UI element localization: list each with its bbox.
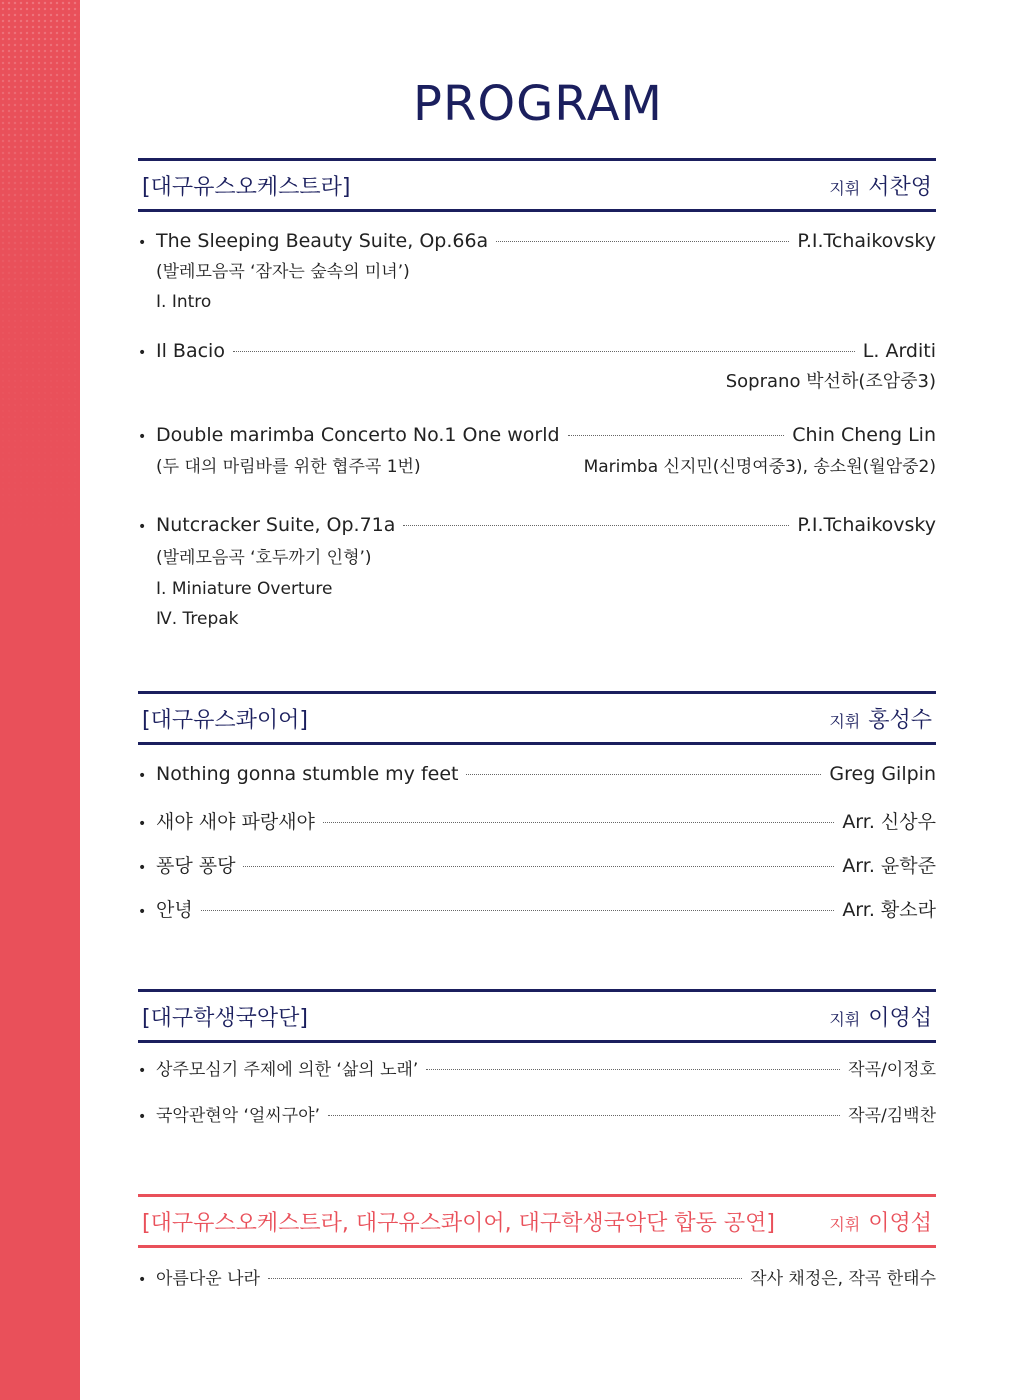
section-joint-performance	[138, 1194, 936, 1289]
bullet: •	[138, 860, 147, 876]
composer: Arr. 신상우	[842, 811, 936, 833]
program-item	[138, 1055, 936, 1083]
bullet: •	[138, 768, 147, 784]
movement: Ⅳ. Trepak	[156, 609, 239, 629]
conductor-label: 지휘	[829, 1214, 861, 1234]
section-title: [대구유스콰이어]	[142, 707, 308, 733]
conductor-label: 지휘	[829, 1009, 861, 1029]
program-item	[138, 1101, 936, 1129]
leader-dots	[233, 351, 855, 352]
bullet: •	[138, 904, 147, 920]
conductor-name: 서찬영	[868, 174, 932, 200]
leader-dots	[201, 910, 835, 911]
conductor	[829, 1001, 932, 1032]
section-title: [대구유스오케스트라, 대구유스콰이어, 대구학생국악단 합동 공연]	[142, 1210, 775, 1236]
piece-title: Nutcracker Suite, Op.71a	[156, 514, 396, 536]
side-decoration-band	[0, 0, 80, 1400]
piece-title: 새야 새야 파랑새야	[156, 811, 315, 833]
conductor	[829, 170, 932, 201]
bullet: •	[138, 519, 147, 535]
piece-subtitle: (발레모음곡 ‘잠자는 숲속의 미녀’)	[156, 262, 410, 282]
program-item-il-bacio	[138, 340, 936, 396]
conductor-label: 지휘	[829, 711, 861, 731]
composer: L. Arditi	[862, 340, 936, 362]
program-item	[138, 807, 936, 835]
conductor-name: 이영섭	[868, 1005, 932, 1031]
section-header	[138, 158, 936, 212]
page-title: PROGRAM	[413, 76, 663, 132]
section-youth-orchestra	[138, 158, 936, 629]
program-item	[138, 895, 936, 923]
bullet: •	[138, 235, 147, 251]
composer: 작곡/김백찬	[848, 1106, 936, 1126]
program-item	[138, 763, 936, 791]
program-item-sleeping-beauty	[138, 230, 936, 318]
section-youth-choir	[138, 691, 936, 921]
piece-title: The Sleeping Beauty Suite, Op.66a	[156, 230, 489, 252]
leader-dots	[323, 822, 834, 823]
bullet: •	[138, 1063, 147, 1079]
section-title: [대구유스오케스트라]	[142, 174, 351, 200]
leader-dots	[243, 866, 834, 867]
conductor-name: 이영섭	[868, 1210, 932, 1236]
movement: Ⅰ. Intro	[156, 292, 212, 312]
program-item-marimba-concerto	[138, 424, 936, 482]
composer: Arr. 윤학준	[842, 855, 936, 877]
movement: Ⅰ. Miniature Overture	[156, 579, 333, 599]
program-item	[138, 851, 936, 879]
piece-title: Il Bacio	[156, 340, 225, 362]
composer: 작곡/이정호	[848, 1060, 936, 1080]
bullet: •	[138, 345, 147, 361]
bullet: •	[138, 816, 147, 832]
leader-dots	[328, 1115, 840, 1116]
composer: Greg Gilpin	[829, 763, 936, 785]
bullet: •	[138, 429, 147, 445]
section-header	[138, 989, 936, 1043]
section-student-gugak	[138, 989, 936, 1126]
bullet: •	[138, 1109, 147, 1125]
performer: Marimba 신지민(신명여중3), 송소원(월암중2)	[583, 457, 936, 477]
piece-title: 퐁당 퐁당	[156, 855, 236, 877]
composer: P.I.Tchaikovsky	[797, 514, 936, 536]
section-header	[138, 691, 936, 745]
piece-title: Double marimba Concerto No.1 One world	[156, 424, 560, 446]
leader-dots	[568, 435, 785, 436]
leader-dots	[403, 525, 789, 526]
piece-title: Nothing gonna stumble my feet	[156, 763, 459, 785]
leader-dots	[496, 241, 789, 242]
performer: Soprano 박선하(조암중3)	[725, 371, 936, 392]
leader-dots	[268, 1278, 742, 1279]
conductor-label: 지휘	[829, 178, 861, 198]
leader-dots	[466, 774, 821, 775]
piece-title: 상주모심기 주제에 의한 ‘삶의 노래’	[156, 1060, 419, 1080]
bullet: •	[138, 1272, 147, 1288]
piece-title: 국악관현악 ‘얼씨구야’	[156, 1106, 321, 1126]
section-title: [대구학생국악단]	[142, 1005, 308, 1031]
conductor	[829, 1206, 932, 1237]
program-item-nutcracker	[138, 514, 936, 634]
composer: 작사 채정은, 작곡 한태수	[750, 1269, 936, 1289]
composer: Chin Cheng Lin	[792, 424, 936, 446]
conductor-name: 홍성수	[868, 707, 932, 733]
piece-subtitle: (발레모음곡 ‘호두까기 인형’)	[156, 548, 372, 568]
composer: Arr. 황소라	[842, 899, 936, 921]
piece-subtitle: (두 대의 마림바를 위한 협주곡 1번)	[156, 457, 421, 477]
piece-title: 아름다운 나라	[156, 1269, 260, 1289]
conductor	[829, 703, 932, 734]
section-header	[138, 1194, 936, 1248]
piece-title: 안녕	[156, 899, 193, 921]
leader-dots	[426, 1069, 840, 1070]
composer: P.I.Tchaikovsky	[797, 230, 936, 252]
program-item	[138, 1264, 936, 1292]
